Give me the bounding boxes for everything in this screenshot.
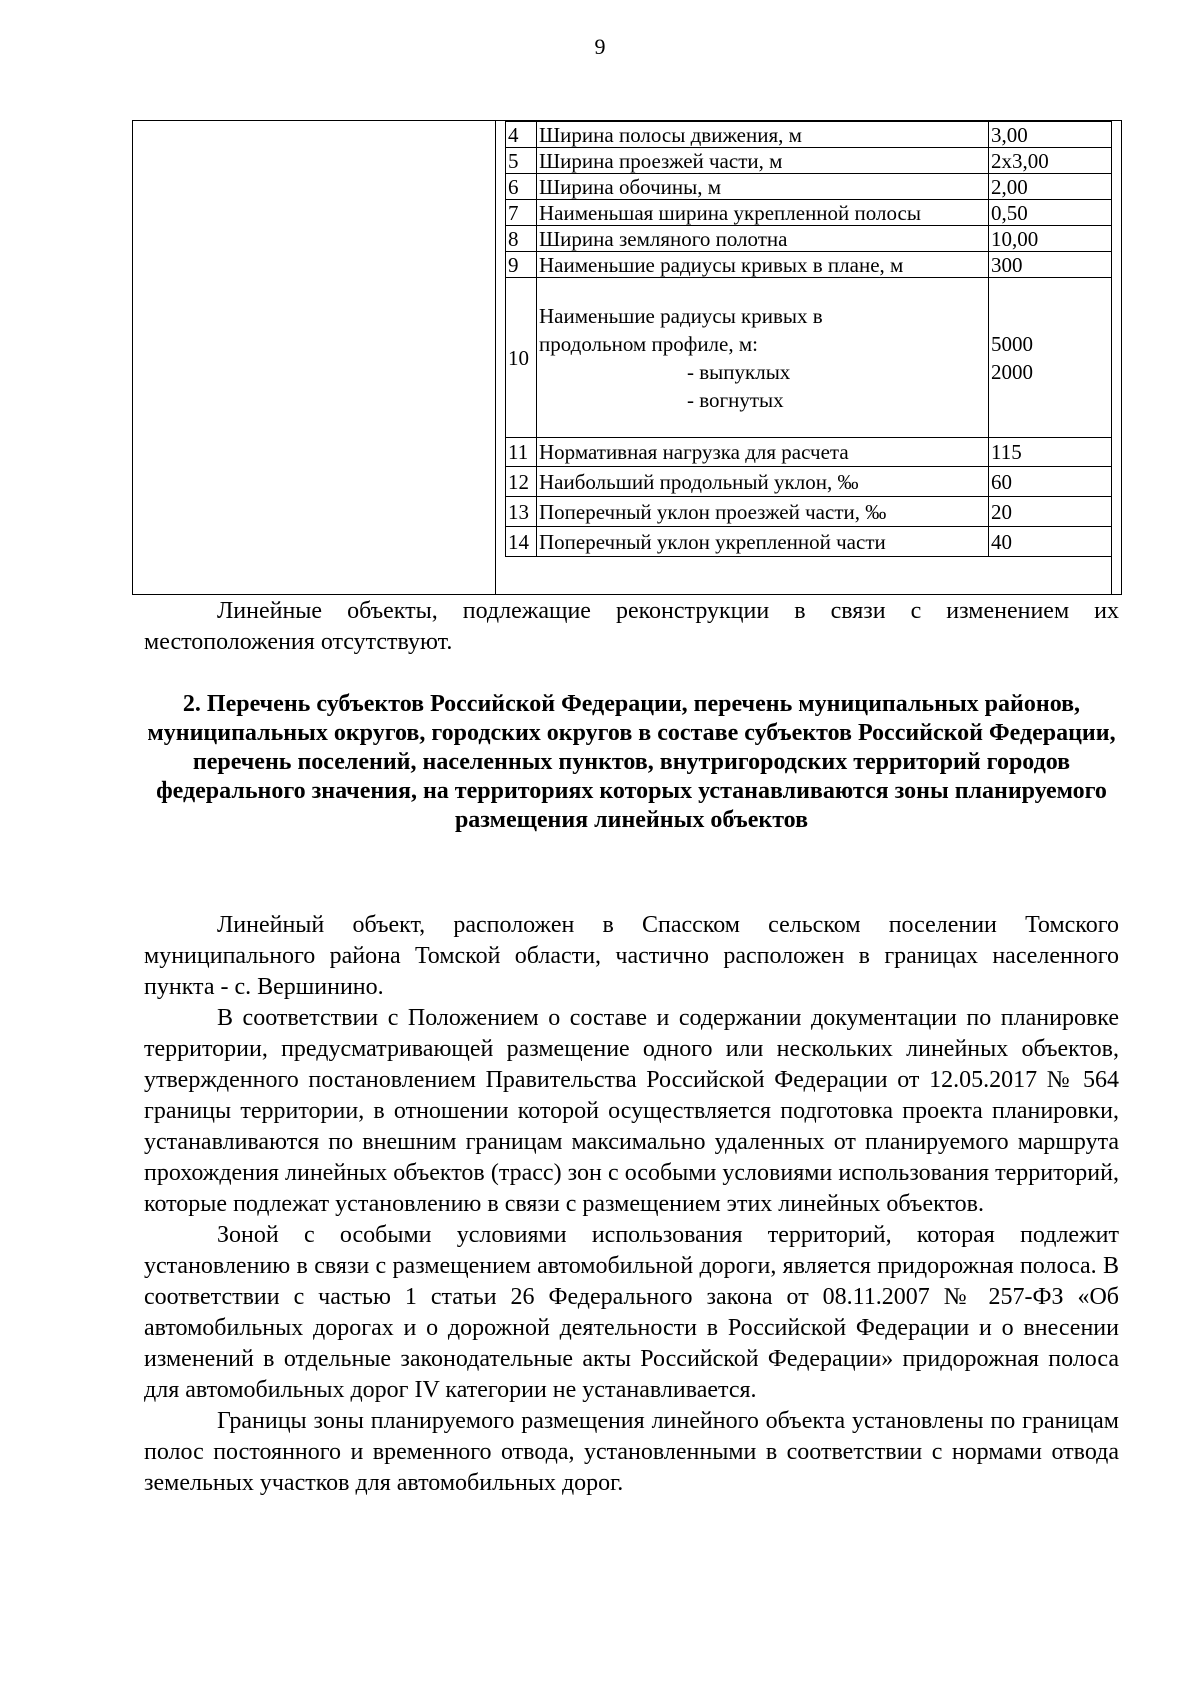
table-row	[506, 200, 1112, 226]
parameter-value	[989, 278, 1112, 438]
parameter-name	[537, 278, 989, 438]
parameter-name: Поперечный уклон проезжей части, ‰	[537, 497, 989, 527]
section-title: 2. Перечень субъектов Российской Федерации, перечень муниципальных районов, муниципальных округов, городских округов в составе субъектов Российской Федерации, перечень поселений, населенных пунктов, внутригородских территорий городов федерального значения, на территориях которых устанавливаются зоны планируемого размещения линейных объектов	[147, 691, 1116, 833]
parameter-value: 115	[989, 438, 1112, 467]
parameter-name: Поперечный уклон укрепленной части	[537, 527, 989, 557]
page-number: 9	[594, 34, 606, 59]
body-text	[144, 910, 1119, 1499]
paragraph: Линейный объект, расположен в Спасском сельском поселении Томского муниципального района Томской области, частично расположен в границах населенного пункта - с. Вершинино.	[144, 912, 1119, 1000]
parameter-name: Ширина земляного полотна	[537, 226, 989, 252]
parameter-value: 2х3,00	[989, 148, 1112, 174]
parameter-name: Нормативная нагрузка для расчета	[537, 438, 989, 467]
row-number: 10	[506, 278, 537, 438]
row-number: 11	[506, 438, 537, 467]
parameter-name-line: Наименьшие радиусы кривых в	[539, 303, 823, 328]
row-number: 4	[506, 122, 537, 148]
row-number: 13	[506, 497, 537, 527]
parameter-value: 20	[989, 497, 1112, 527]
row-number: 5	[506, 148, 537, 174]
paragraph: Границы зоны планируемого размещения линейного объекта установлены по границам полос постоянного и временного отвода, установленными в соответствии с нормами отвода земельных участков для автомобильных дорог.	[144, 1408, 1119, 1496]
parameter-name: Ширина проезжей части, м	[537, 148, 989, 174]
row-number: 6	[506, 174, 537, 200]
after-table-text: Линейные объекты, подлежащие реконструкции в связи с изменением их местоположения отсутствуют.	[144, 598, 1119, 655]
parameter-name-line: - выпуклых	[687, 359, 791, 384]
parameter-name: Наибольший продольный уклон, ‰	[537, 467, 989, 497]
table-row	[506, 122, 1112, 148]
table-row	[506, 497, 1112, 527]
table-row	[506, 278, 1112, 438]
row-number: 9	[506, 252, 537, 278]
parameter-value: 3,00	[989, 122, 1112, 148]
table-row	[506, 252, 1112, 278]
parameter-value: 300	[989, 252, 1112, 278]
paragraph: В соответствии с Положением о составе и содержании документации по планировке территории, предусматривающей размещение одного или нескольких линейных объектов, утвержденного постановлением Правительства Российской Федерации от 12.05.2017 № 564 границы территории, в отношении которой осуществляется подготовка проекта планировки, устанавливаются по внешним границам максимально удаленных от планируемого маршрута прохождения линейных объектов (трасс) зон с особыми условиями использования территорий, которые подлежат установлению в связи с размещением этих линейных объектов.	[144, 1005, 1119, 1217]
paragraph: Зоной с особыми условиями использования территорий, которая подлежит установлению в связи с размещением автомобильной дороги, является придорожная полоса. В соответствии с частью 1 статьи 26 Федерального закона от 08.11.2007 № 257-ФЗ «Об автомобильных дорогах и о дорожной деятельности в Российской Федерации и о внесении изменений в отдельные законодательные акты Российской Федерации» придорожная полоса для автомобильных дорог IV категории не устанавливается.	[144, 1222, 1119, 1403]
parameter-name-line: - вогнутых	[687, 387, 784, 412]
table-row	[506, 226, 1112, 252]
parameter-value: 0,50	[989, 200, 1112, 226]
parameter-value-line: 2000	[991, 359, 1033, 384]
parameter-name-line: продольном профиле, м:	[539, 331, 758, 356]
parameter-value-line: 5000	[991, 331, 1033, 356]
table-row	[506, 148, 1112, 174]
parameter-name: Наименьшая ширина укрепленной полосы	[537, 200, 989, 226]
parameter-name: Ширина обочины, м	[537, 174, 989, 200]
parameter-value: 60	[989, 467, 1112, 497]
row-number: 7	[506, 200, 537, 226]
table-row	[506, 174, 1112, 200]
parameters-table	[505, 121, 1112, 557]
table-row	[506, 438, 1112, 467]
row-number: 8	[506, 226, 537, 252]
parameter-value: 10,00	[989, 226, 1112, 252]
table-row	[506, 467, 1112, 497]
row-number: 14	[506, 527, 537, 557]
parameter-value: 2,00	[989, 174, 1112, 200]
parameter-name: Ширина полосы движения, м	[537, 122, 989, 148]
outer-table-divider	[495, 120, 496, 595]
parameter-name: Наименьшие радиусы кривых в плане, м	[537, 252, 989, 278]
table-row	[506, 527, 1112, 557]
row-number: 12	[506, 467, 537, 497]
parameter-value: 40	[989, 527, 1112, 557]
